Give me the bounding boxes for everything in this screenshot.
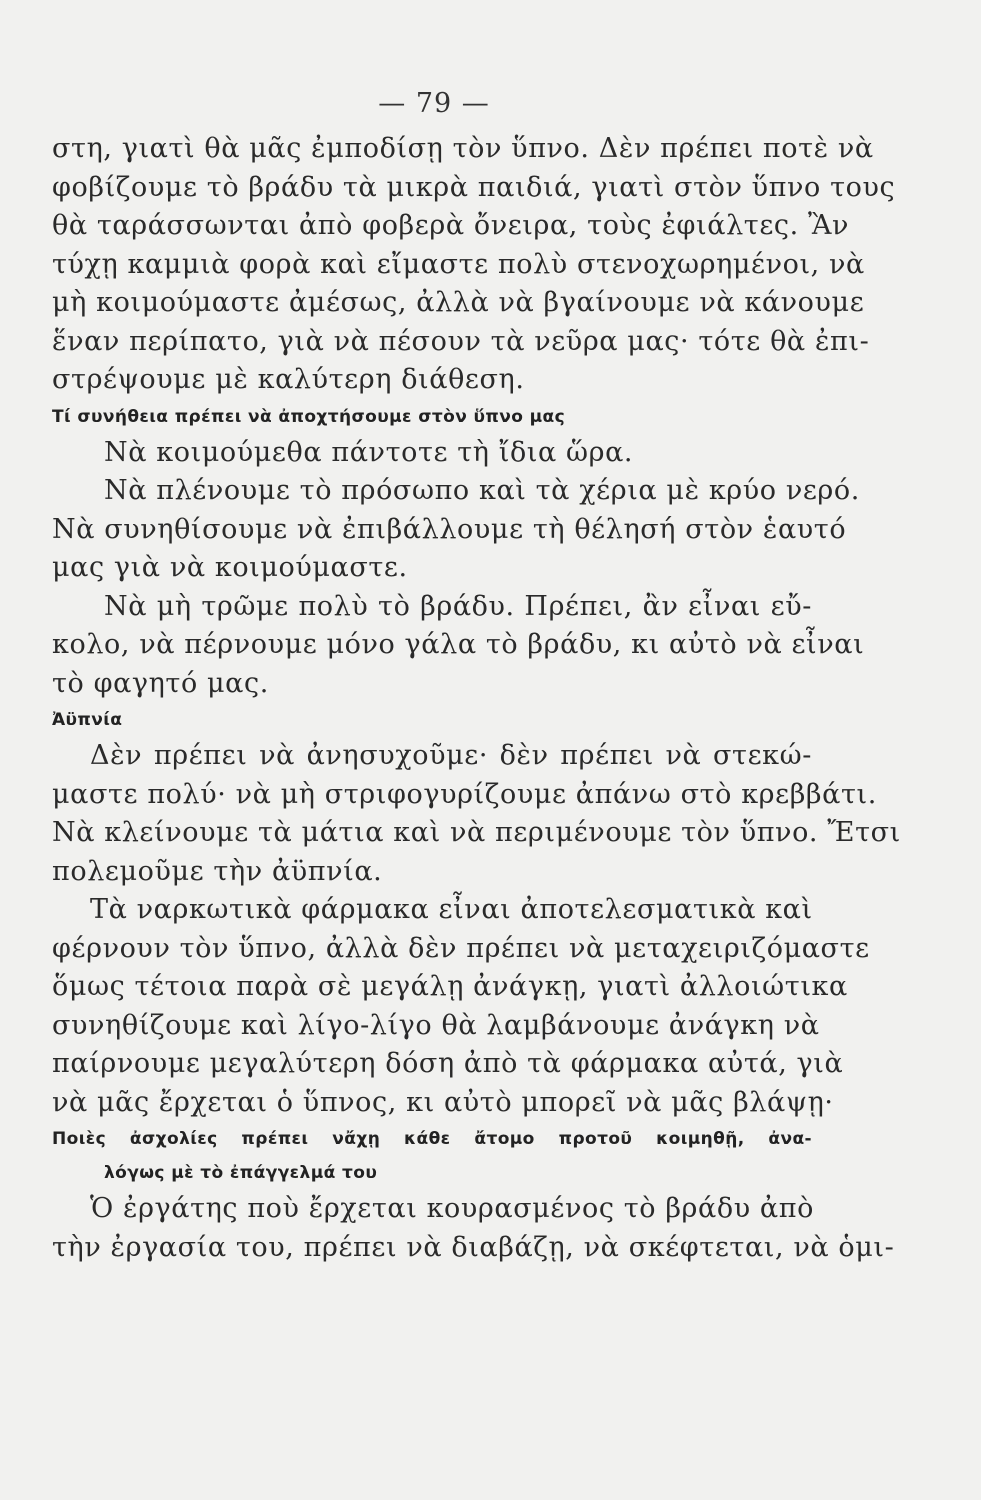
text-line: παίρνουμε μεγαλύτερη δόση ἀπὸ τὰ φάρμακα αὐτά, γιὰ (52, 1048, 844, 1079)
text-line: μας γιὰ νὰ κοιμούμαστε. (52, 552, 408, 583)
text-line: πολεμοῦμε τὴν ἀϋπνία. (52, 855, 383, 887)
text-line: Νὰ κλείνουμε τὰ μάτια καὶ νὰ περιμένουμε τὸν ὕπνο. Ἔτσι (52, 817, 901, 848)
text-line: Ὁ ἐργάτης ποὺ ἔρχεται κουρασμένος τὸ βράδυ ἀπὸ (90, 1193, 814, 1224)
page-number: — 79 — (378, 88, 490, 119)
section-heading: Τί συνήθεια πρέπει νὰ ἀποχτήσουμε στὸν ὕπνο μας (52, 406, 566, 427)
text-line: κολο, νὰ πέρνουμε μόνο γάλα τὸ βράδυ, κι αὐτὸ νὰ εἶναι (52, 629, 865, 660)
text-line: ἕναν περίπατο, γιὰ νὰ πέσουν τὰ νεῦρα μας· τότε θὰ ἐπι- (52, 325, 870, 357)
text-line: τύχῃ καμμιὰ φορὰ καὶ εἴμαστε πολὺ στενοχωρημένοι, νὰ (52, 248, 865, 280)
text-line: Νὰ μὴ τρῶμε πολὺ τὸ βράδυ. Πρέπει, ἂν εἶναι εὔ- (104, 590, 812, 622)
section-heading: Ποιὲς ἀσχολίες πρέπει νἄχῃ κάθε ἄτομο προτοῦ κοιμηθῇ, ἀνα- (52, 1129, 812, 1149)
text-line: θὰ ταράσσωνται ἀπὸ φοβερὰ ὄνειρα, τοὺς ἐφιάλτες. Ἂν (52, 210, 850, 241)
text-line: τὸ φαγητό μας. (52, 667, 269, 699)
text-line: στη, γιατὶ θὰ μᾶς ἐμποδίσῃ τὸν ὕπνο. Δὲν πρέπει ποτὲ νὰ (52, 133, 874, 164)
text-line: Νὰ συνηθίσουμε νὰ ἐπιβάλλουμε τὴ θέλησή στὸν ἑαυτό (52, 513, 847, 545)
section-heading-continuation: λόγως μὲ τὸ ἐπάγγελμά του (104, 1163, 378, 1183)
text-line: μαστε πολύ· νὰ μὴ στριφογυρίζουμε ἀπάνω στὸ κρεββάτι. (52, 778, 877, 810)
text-line: μὴ κοιμούμαστε ἀμέσως, ἀλλὰ νὰ βγαίνουμε νὰ κάνουμε (52, 287, 865, 318)
text-line: Νὰ πλένουμε τὸ πρόσωπο καὶ τὰ χέρια μὲ κρύο νερό. (104, 475, 860, 506)
text-line: στρέψουμε μὲ καλύτερη διάθεση. (52, 364, 525, 395)
text-column (52, 130, 901, 1267)
text-line: Νὰ κοιμούμεθα πάντοτε τὴ ἴδια ὥρα. (104, 436, 634, 468)
text-line: φοβίζουμε τὸ βράδυ τὰ μικρὰ παιδιά, γιατὶ στὸν ὕπνο τους (52, 171, 896, 203)
text-line: Δὲν πρέπει νὰ ἀνησυχοῦμε· δὲν πρέπει νὰ στεκώ- (90, 740, 812, 771)
text-line: ὅμως τέτοια παρὰ σὲ μεγάλῃ ἀνάγκῃ, γιατὶ ἀλλοιώτικα (52, 971, 848, 1002)
text-line: νὰ μᾶς ἔρχεται ὁ ὕπνος, κι αὐτὸ μπορεῖ νὰ μᾶς βλάψῃ· (52, 1086, 834, 1118)
text-line: συνηθίζουμε καὶ λίγο-λίγο θὰ λαμβάνουμε ἀνάγκη νὰ (52, 1009, 820, 1041)
text-line: τὴν ἐργασία του, πρέπει νὰ διαβάζῃ, νὰ σκέφτεται, νὰ ὁμι- (52, 1231, 895, 1263)
text-line: φέρνουν τὸν ὕπνο, ἀλλὰ δὲν πρέπει νὰ μεταχειριζόμαστε (52, 932, 870, 964)
section-heading: Ἀϋπνία (52, 710, 123, 730)
text-line: Τὰ ναρκωτικὰ φάρμακα εἶναι ἀποτελεσματικὰ καὶ (90, 894, 813, 925)
